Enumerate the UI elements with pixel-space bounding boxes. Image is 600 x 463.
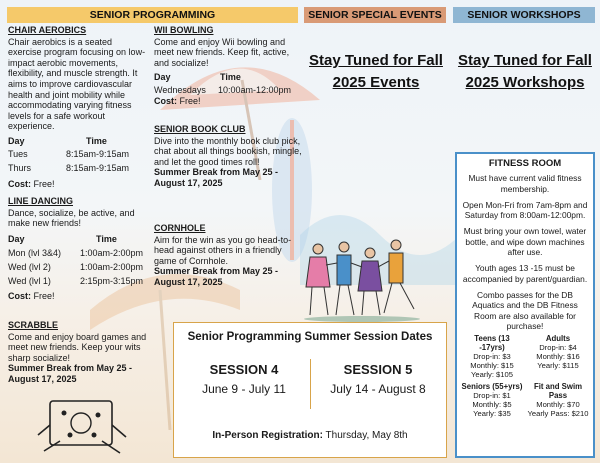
day-header: Day bbox=[8, 135, 25, 146]
cost-value: Free! bbox=[31, 179, 55, 190]
chair-aerobics-schedule bbox=[8, 135, 148, 176]
price-line: Drop-in: $1 bbox=[473, 391, 511, 401]
price-group-adults bbox=[527, 334, 589, 379]
price-line: Drop-in: $3 bbox=[473, 352, 511, 362]
schedule-time: 2:15pm-3:15pm bbox=[80, 275, 144, 286]
scrabble-section bbox=[8, 320, 148, 385]
session-panel-title: Senior Programming Summer Session Dates bbox=[187, 331, 433, 343]
schedule-day: Mon (lvl 3&4) bbox=[8, 247, 62, 258]
price-line: Monthly: $5 bbox=[472, 400, 512, 410]
wii-bowling-schedule bbox=[154, 71, 302, 96]
tab-senior-special-events: SENIOR SPECIAL EVENTS bbox=[304, 7, 446, 23]
schedule-time: 8:15am-9:15am bbox=[66, 162, 130, 173]
scrabble-description: Come and enjoy board games and meet new friends. Keep your wits sharp socialize! bbox=[8, 331, 147, 363]
schedule-time: 1:00am-2:00pm bbox=[80, 261, 144, 272]
events-line-2: 2025 Events bbox=[332, 74, 420, 91]
special-events-announcement bbox=[308, 50, 444, 94]
cornhole-section bbox=[154, 223, 302, 288]
cost-line bbox=[8, 291, 150, 302]
cornhole-description: Aim for the win as you go head-to-head against others in a friendly game of Cornhole. bbox=[154, 234, 292, 266]
fitness-youth-note: Youth ages 13 -15 must be accompanied by parent/guardian. bbox=[462, 263, 588, 284]
cost-value: Free! bbox=[31, 290, 55, 301]
schedule-time: 10:00am-12:00pm bbox=[218, 84, 292, 95]
price-line: Yearly: $35 bbox=[473, 409, 511, 419]
line-dancing-schedule bbox=[8, 232, 150, 288]
session-4 bbox=[184, 361, 304, 399]
cornhole-title: CORNHOLE bbox=[154, 223, 206, 233]
price-line: Yearly Pass: $210 bbox=[527, 409, 589, 419]
fitness-room-panel bbox=[455, 152, 595, 458]
workshops-announcement bbox=[456, 50, 594, 94]
time-header: Time bbox=[220, 72, 241, 83]
wii-bowling-title: WII BOWLING bbox=[154, 25, 214, 35]
fitness-combo-note: Combo passes for the DB Aquatics and the DB Fitness Room are also available for purchase! bbox=[472, 289, 578, 331]
line-dancing-title: LINE DANCING bbox=[8, 196, 73, 206]
cost-label: Cost: bbox=[8, 290, 31, 301]
fitness-hours: Open Mon-Fri from 7am-8pm and Saturday from 8:00am-12:00pm. bbox=[462, 199, 588, 221]
price-group-heading: Teens (13 -17yrs) bbox=[474, 334, 510, 353]
schedule-time: 1:00am-2:00pm bbox=[80, 247, 144, 258]
session-4-label: SESSION 4 bbox=[209, 362, 279, 377]
fitness-room-title: FITNESS ROOM bbox=[488, 158, 562, 169]
registration-label: In-Person Registration: bbox=[212, 430, 323, 441]
schedule-day: Thurs bbox=[8, 162, 32, 173]
chair-aerobics-section bbox=[8, 25, 148, 190]
price-group-heading: Adults bbox=[545, 334, 571, 344]
chair-aerobics-description: Chair aerobics is a seated exercise program focusing on low-impact aerobic movements, flexibility, and muscle strength. It aims to improve cardiovascular health and joint mobility while accommodating varying fitness levels for a safe workout experience. bbox=[8, 36, 146, 132]
wii-bowling-description: Come and enjoy Wii bowling and meet new friends. Keep fit, active, and socialize! bbox=[154, 36, 290, 68]
fitness-towel-note: Must bring your own towel, water bottle, and wipe down machines after use. bbox=[463, 226, 587, 258]
cost-label: Cost: bbox=[8, 179, 31, 190]
price-line: Drop-in: $4 bbox=[539, 343, 577, 353]
book-club-section bbox=[154, 124, 302, 189]
price-group-seniors bbox=[461, 382, 523, 418]
chair-aerobics-title: CHAIR AEROBICS bbox=[8, 25, 87, 35]
dancing-seniors-illustration bbox=[300, 235, 425, 323]
price-group-heading: Seniors (55+yrs) bbox=[461, 382, 523, 392]
price-group-teens bbox=[461, 334, 523, 379]
board-game-illustration bbox=[30, 395, 130, 457]
cornhole-summer-break-note: Summer Break from May 25 - August 17, 2025 bbox=[154, 266, 279, 287]
session-4-dates: June 9 - July 11 bbox=[202, 382, 286, 396]
session-5-dates: July 14 - August 8 bbox=[330, 382, 426, 396]
scrabble-summer-break-note: Summer Break from May 25 - August 17, 2025 bbox=[8, 363, 133, 384]
summer-session-dates-panel bbox=[173, 322, 447, 458]
price-line: Monthly: $70 bbox=[536, 400, 580, 410]
day-header: Day bbox=[8, 233, 25, 244]
day-header: Day bbox=[154, 72, 171, 83]
cost-value: Free! bbox=[177, 96, 201, 107]
price-group-heading: Fit and Swim Pass bbox=[533, 382, 583, 401]
cost-line bbox=[154, 96, 302, 107]
session-5 bbox=[318, 361, 438, 399]
book-club-title: SENIOR BOOK CLUB bbox=[154, 124, 246, 134]
time-header: Time bbox=[96, 233, 117, 244]
session-5-label: SESSION 5 bbox=[343, 362, 413, 377]
workshops-line-2: 2025 Workshops bbox=[465, 74, 585, 91]
price-group-fit-and-swim bbox=[527, 382, 589, 418]
tab-senior-programming: SENIOR PROGRAMMING bbox=[7, 7, 298, 23]
schedule-day: Wed (lvl 2) bbox=[8, 261, 51, 272]
cost-line bbox=[8, 179, 148, 190]
price-line: Monthly: $16 bbox=[536, 352, 580, 362]
book-club-summer-break-note: Summer Break from May 25 - August 17, 2025 bbox=[154, 167, 279, 188]
session-divider bbox=[310, 359, 311, 409]
events-line-1: Stay Tuned for Fall bbox=[309, 52, 443, 69]
line-dancing-description: Dance, socialize, be active, and make new friends! bbox=[8, 207, 135, 229]
price-line: Yearly: $105 bbox=[471, 370, 513, 380]
book-club-description: Dive into the monthly book club pick, chat about all things bookish, mingle, and let the good times roll! bbox=[154, 135, 302, 167]
schedule-day: Wednesdays bbox=[154, 84, 206, 95]
price-line: Yearly: $115 bbox=[537, 361, 579, 371]
tab-senior-workshops: SENIOR WORKSHOPS bbox=[453, 7, 595, 23]
price-line: Monthly: $15 bbox=[470, 361, 514, 371]
fitness-price-table bbox=[461, 334, 589, 421]
scrabble-title: SCRABBLE bbox=[8, 320, 59, 330]
registration-date: Thursday, May 8th bbox=[322, 430, 408, 441]
cost-label: Cost: bbox=[154, 96, 177, 107]
workshops-line-1: Stay Tuned for Fall bbox=[458, 52, 592, 69]
schedule-day: Tues bbox=[8, 149, 28, 160]
fitness-membership-note: Must have current valid fitness membership. bbox=[468, 173, 582, 194]
registration-line bbox=[174, 430, 446, 441]
schedule-day: Wed (lvl 1) bbox=[8, 275, 51, 286]
time-header: Time bbox=[86, 135, 107, 146]
schedule-time: 8:15am-9:15am bbox=[66, 149, 130, 160]
wii-bowling-section bbox=[154, 25, 302, 107]
line-dancing-section bbox=[8, 196, 150, 301]
